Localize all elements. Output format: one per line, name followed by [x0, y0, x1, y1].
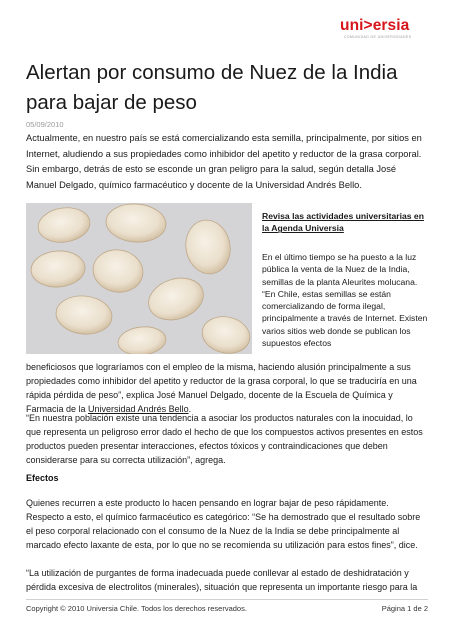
page-footer [26, 599, 428, 616]
side-paragraph: En el último tiempo se ha puesto a la luz pública la venta de la Nuez de la India, semillas de la planta Aleurites molucana. “En Chile, estas semillas se están comercializando de forma ilegal, principalmente a través de Internet. Existen varios sitios web donde se publican los supuestos efectos [262, 252, 428, 349]
effects-paragraph: Quienes recurren a este producto lo hacen pensando en lograr bajar de peso rápidamente. Respecto a esto, el químico farmacéutico es categórico: “Se ha demostrado que el resultado sobre el peso corporal relacionado con el consumo de la Nuez de la India se debe principalmente al marcado efecto laxante de esta, por lo que no se recomienda su utilización para estos fines”, dice. [26, 498, 421, 550]
intro-paragraph: Actualmente, en nuestro país se está comercializando esta semilla, principalmente, por sitios en Internet, aludiendo a sus propiedades como inhibidor del apetito y reductor de la grasa corporal. Sin embargo, detrás de esto se esconde un gran peligro para la salud, según detalla José Manuel Delgado, químico farmacéutico y docente de la Universidad Andrés Bello. [26, 133, 422, 190]
quote-paragraph: “En nuestra población existe una tendencia a asociar los productos naturales con la inocuidad, lo que representa un peligroso error dado el hecho de que los compuestos activos presentes en estos productos pueden presentar interacciones, efectos tóxicos y contraindicaciones que deben considerarse para su correcta utilización”, agrega. [26, 413, 423, 465]
logo-tagline: COMUNIDAD DE UNIVERSIDADES [344, 35, 412, 39]
article-title: Alertan por consumo de Nuez de la India para bajar de peso [26, 61, 398, 114]
continuation-end: . [188, 404, 192, 414]
logo-text: uni>ersia [340, 17, 410, 34]
nuts-illustration [26, 203, 252, 354]
article-photo [26, 203, 252, 354]
page-number: Página 1 de 2 [381, 604, 428, 613]
copyright-text: Copyright © 2010 Universia Chile. Todos los derechos reservados. [26, 604, 247, 613]
agenda-link[interactable]: Revisa las actividades universitarias en la Agenda Universia [262, 211, 424, 234]
continuation-text: beneficiosos que lograríamos con el empleo de la misma, haciendo alusión principalmente a sus propiedades como inhibidor del apetito y reductor de la grasa corporal, lo que se traduciría en una rápida pérdida de peso”, explica José Manuel Delgado, docente de la Escuela de Química y Farmacia de la [26, 362, 417, 414]
article-date: 05/09/2010 [26, 120, 64, 129]
continuation-paragraph [26, 360, 426, 416]
universia-logo[interactable] [340, 18, 438, 42]
purgantes-paragraph: “La utilización de purgantes de forma inadecuada puede conllevar al estado de deshidratación y pérdida excesiva de electrolitos (minerales), situación que representa un importante riesgo para la [26, 568, 418, 592]
section-heading: Efectos [26, 473, 59, 483]
university-link[interactable]: Universidad Andrés Bello [88, 404, 189, 414]
